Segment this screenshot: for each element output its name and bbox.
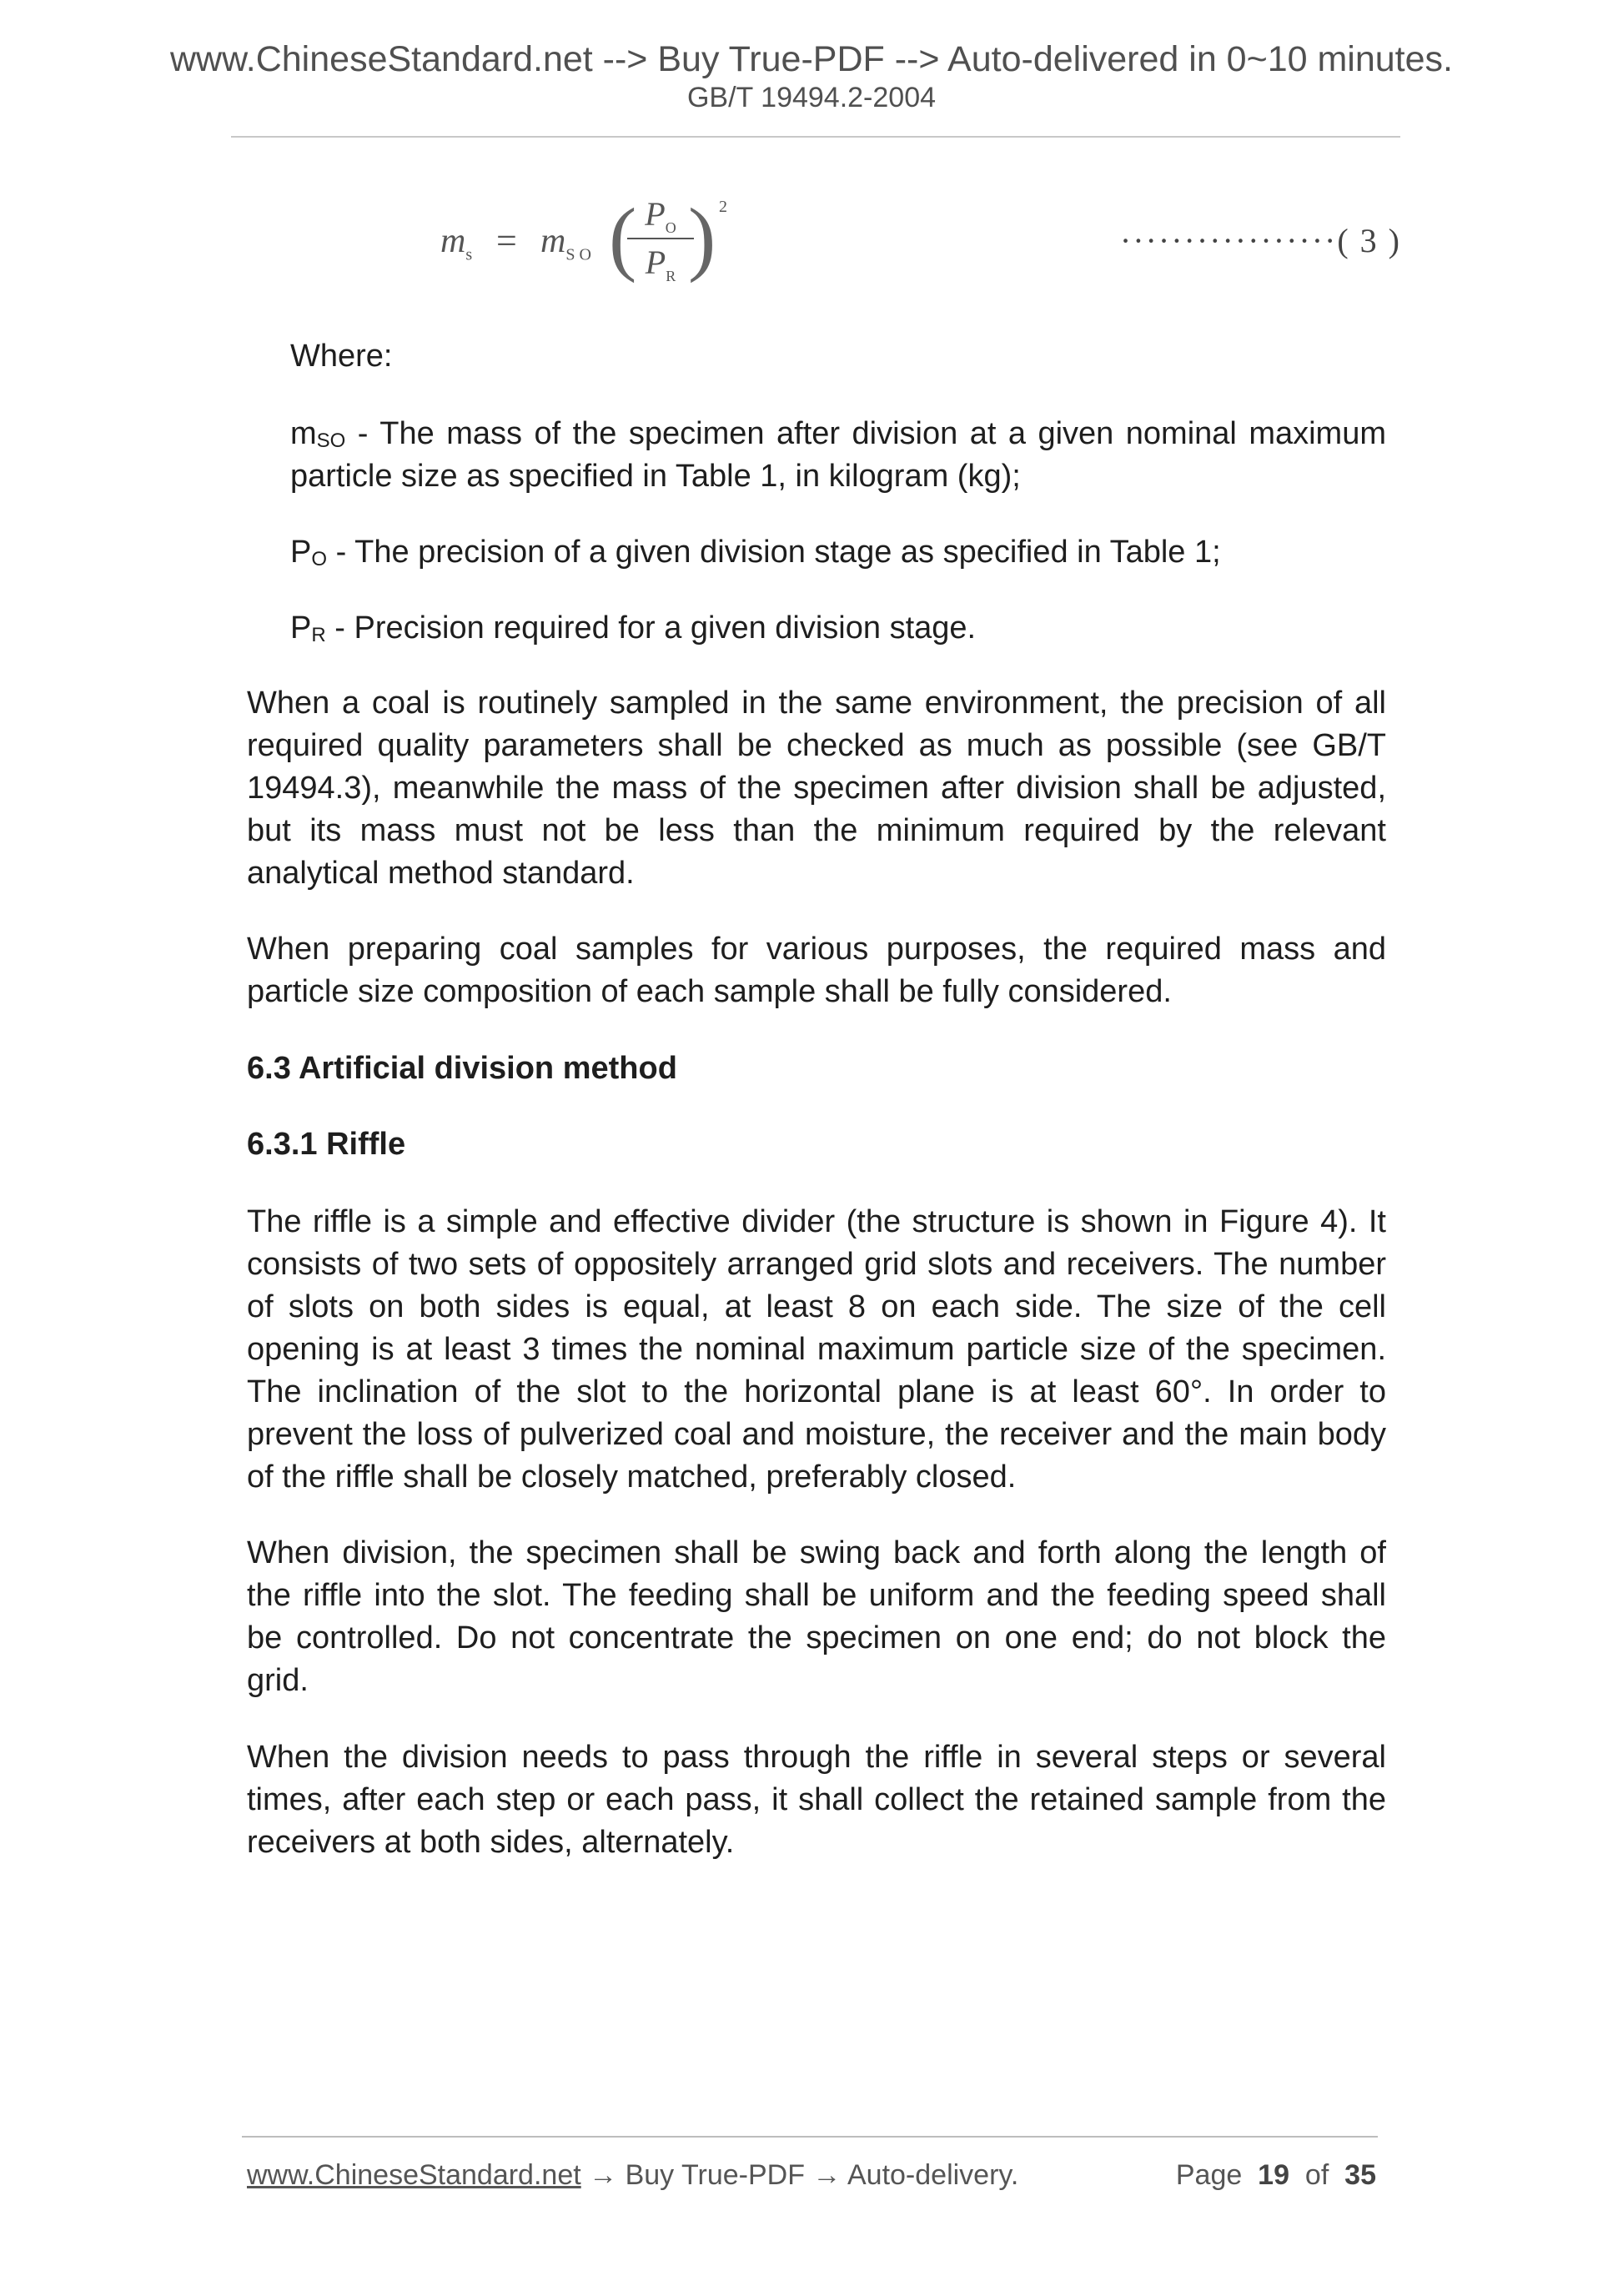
footer-site-line: www.ChineseStandard.net → Buy True-PDF → Auto-delivery. bbox=[247, 2159, 1019, 2191]
section-heading-6-3: 6.3 Artificial division method bbox=[247, 1051, 677, 1086]
header-divider bbox=[231, 136, 1400, 138]
formula-lhs: $m_s$ bbox=[440, 222, 473, 264]
paragraph-multi-step-division: When the division needs to pass through the riffle in several steps or several times, after each step or each pass, it shall collect the retained sample from the receivers at both sides, alternately. bbox=[247, 1740, 1386, 1860]
formula-fraction: $P_O$ $P_R$ bbox=[627, 194, 694, 285]
definition-mso: mSO - The mass of the specimen after division at a given nominal maximum particle size as specified in Table 1, in kilogram (kg); bbox=[290, 416, 1386, 494]
current-page: 19 bbox=[1258, 2159, 1289, 2191]
footer-site-link[interactable]: www.ChineseStandard.net bbox=[247, 2159, 581, 2191]
paragraph-sample-preparation: When preparing coal samples for various purposes, the required mass and particle size composition of each sample shall be fully considered. bbox=[247, 932, 1386, 1009]
left-paren: ( bbox=[609, 191, 637, 284]
formula-mass-term: $m_{S O}$ bbox=[540, 222, 591, 264]
paragraph-routine-sampling: When a coal is routinely sampled in the same environment, the precision of all required quality parameters shall be checked as much as possible (see GB/T 19494.3), meanwhile the mass of the specimen after division shall be adjusted, but its mass must not be less than the minimum required by the relevant analytical method standard. bbox=[247, 686, 1386, 891]
right-paren: ) bbox=[688, 191, 716, 284]
formula-equals: = bbox=[496, 220, 517, 261]
equation-number: ·················( 3 ) bbox=[1119, 222, 1401, 259]
where-label: Where: bbox=[290, 339, 393, 374]
definition-po: PO - The precision of a given division stage as specified in Table 1; bbox=[290, 535, 1221, 570]
page-indicator: Page 19 of 35 bbox=[1175, 2159, 1376, 2191]
paragraph-riffle-description: The riffle is a simple and effective divider (the structure is shown in Figure 4). It consists of two sets of oppositely arranged grid slots and receivers. The number of slots on both sides is equal, at least 8 on each side. The size of the cell opening is at least 3 times the nominal maximum particle size of the specimen. The inclination of the slot to the horizontal plane is at least 60°. In order to prevent the loss of pulverized coal and moisture, the receiver and the main body of the riffle shall be closely matched, preferably closed. bbox=[247, 1204, 1386, 1495]
formula-3 bbox=[434, 188, 1401, 296]
formula-exponent: 2 bbox=[719, 198, 727, 216]
standard-code: GB/T 19494.2-2004 bbox=[686, 82, 937, 113]
footer-divider bbox=[242, 2136, 1378, 2138]
paragraph-division-procedure: When division, the specimen shall be swing back and forth along the length of the riffle into the slot. The feeding shall be uniform and the feeding speed shall be controlled. Do not concentrate the specimen on one end; do not block the grid. bbox=[247, 1535, 1386, 1698]
section-heading-6-3-1: 6.3.1 Riffle bbox=[247, 1127, 406, 1162]
definition-pr: PR - Precision required for a given division stage. bbox=[290, 610, 977, 646]
site-banner: www.ChineseStandard.net --> Buy True-PDF --> Auto-delivered in 0~10 minutes. bbox=[169, 39, 1453, 79]
total-pages: 35 bbox=[1344, 2159, 1376, 2191]
